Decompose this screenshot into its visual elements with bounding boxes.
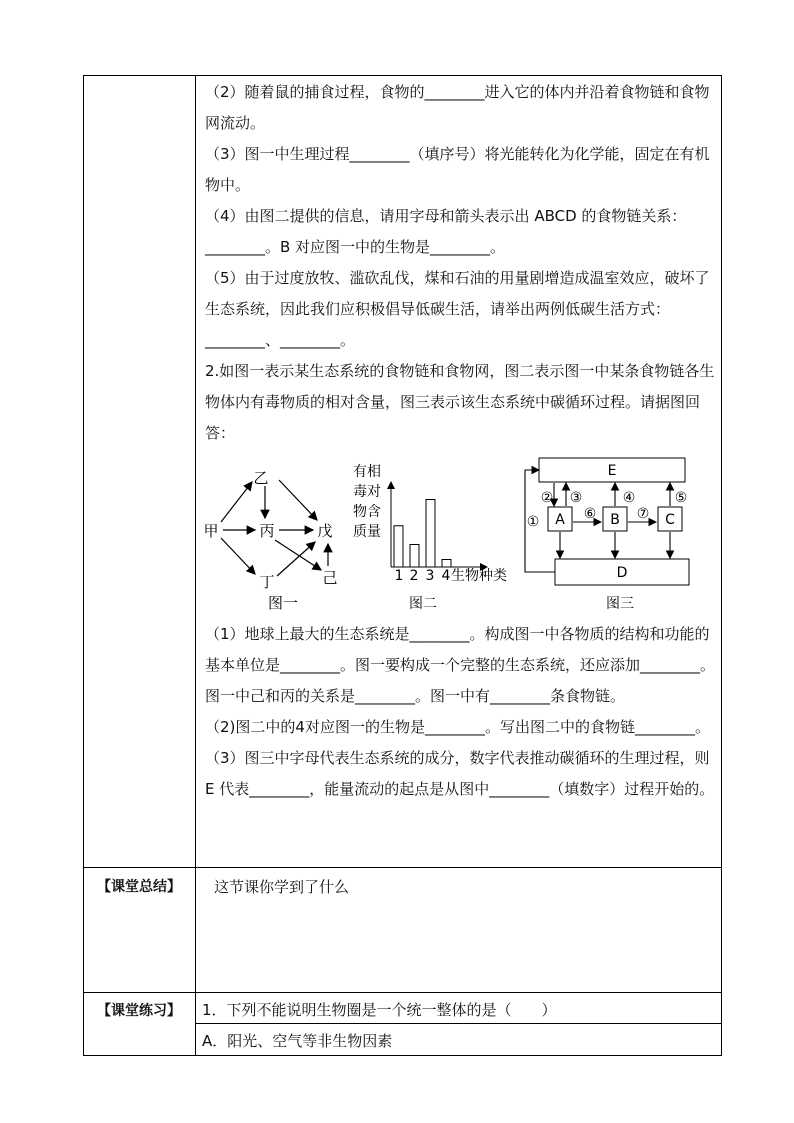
box-c-label: C bbox=[665, 512, 675, 528]
row-divider-2 bbox=[83, 992, 721, 993]
box-d-label: D bbox=[616, 565, 628, 581]
process-5: ⑤ bbox=[674, 490, 688, 506]
node-yi: 乙 bbox=[253, 469, 269, 487]
q2-part-2: （2)图二中的4对应图一的生物是________。写出图二中的食物链________。 bbox=[205, 718, 710, 736]
question-5-low-carbon: （5）由于过度放牧、滥砍乱伐，煤和石油的用量剧增造成温室效应，破坏了生态系统，因此我们应积极倡导低碳生活，请举出两例低碳生活方式：________、________。 bbox=[205, 269, 710, 349]
box-e-label: E bbox=[607, 463, 617, 479]
questions-part2 bbox=[205, 619, 717, 805]
tick-3: 3 bbox=[425, 568, 435, 584]
question-4-food-chain: （4）由图二提供的信息，请用字母和箭头表示出 ABCD 的食物链关系：________。B 对应图一中的生物是________。 bbox=[205, 207, 687, 256]
tick-1: 1 bbox=[394, 568, 404, 584]
node-wu: 戊 bbox=[317, 522, 333, 540]
process-7: ⑦ bbox=[636, 506, 650, 522]
node-jia: 甲 bbox=[203, 522, 219, 540]
chart-ylabel-1: 有相 bbox=[353, 464, 381, 480]
tick-2: 2 bbox=[409, 568, 419, 584]
bar-1 bbox=[394, 526, 403, 567]
summary-prompt: 这节课你学到了什么 bbox=[214, 878, 350, 896]
chart-ylabel-2: 毒对 bbox=[353, 484, 381, 500]
practice-question: 1．下列不能说明生物圈是一个统一整体的是（ ） bbox=[202, 1001, 557, 1019]
bar-4 bbox=[442, 560, 451, 568]
q2-part-1: （1）地球上最大的生态系统是________。构成图一中各物质的结构和功能的基本单位是________。图一要构成一个完整的生态系统，还应添加________。图一中己和丙的关系是________。图一中有________条食物链。 bbox=[205, 625, 716, 705]
chart-xlabel: 生物种类 bbox=[451, 568, 507, 584]
tick-4: 4 bbox=[441, 568, 451, 584]
box-b-label: B bbox=[610, 512, 620, 528]
question-2-mouse: （2）随着鼠的捕食过程，食物的________进入它的体内并沿着食物链和食物网流动。 bbox=[205, 83, 710, 132]
figure1-caption: 图一 bbox=[267, 594, 299, 612]
chart-ylabel-3: 物含 bbox=[353, 504, 381, 520]
practice-row-divider bbox=[195, 1023, 721, 1024]
q2-part-3: （3）图三中字母代表生态系统的成分，数字代表推动碳循环的生理过程，则 E 代表________，能量流动的起点是从图中________（填数字）过程开始的。 bbox=[205, 749, 715, 798]
figure3-caption: 图三 bbox=[606, 596, 634, 612]
practice-option-a: A．阳光、空气等非生物因素 bbox=[202, 1032, 393, 1050]
bar-3 bbox=[426, 500, 435, 568]
process-1: ① bbox=[526, 514, 540, 530]
process-4: ④ bbox=[622, 490, 636, 506]
node-bing: 丙 bbox=[259, 522, 275, 540]
question-3-process: （3）图一中生理过程________（填序号）将光能转化为化学能，固定在有机物中。 bbox=[205, 145, 710, 194]
practice-label: 【课堂练习】 bbox=[97, 1003, 181, 1019]
process-3: ③ bbox=[569, 490, 583, 506]
process-6: ⑥ bbox=[583, 506, 597, 522]
row-divider-1 bbox=[83, 867, 721, 868]
figures bbox=[195, 450, 720, 620]
chart-ylabel-4: 质量 bbox=[353, 524, 381, 540]
box-a-label: A bbox=[555, 512, 565, 528]
questions-part1 bbox=[205, 77, 717, 449]
figure2-caption: 图二 bbox=[409, 596, 437, 612]
summary-label: 【课堂总结】 bbox=[97, 879, 181, 895]
chart-plot-area bbox=[391, 482, 487, 567]
node-ding: 丁 bbox=[259, 573, 275, 591]
node-ji: 己 bbox=[322, 569, 338, 587]
bar-2 bbox=[410, 545, 419, 568]
carbon-cycle-figure bbox=[527, 458, 689, 612]
process-2: ② bbox=[540, 490, 554, 506]
question-2-stem: 2.如图一表示某生态系统的食物链和食物网，图二表示图一中某条食物链各生物体内有毒物质的相对含量，图三表示该生态系统中碳循环过程。请据图回答： bbox=[205, 362, 715, 442]
